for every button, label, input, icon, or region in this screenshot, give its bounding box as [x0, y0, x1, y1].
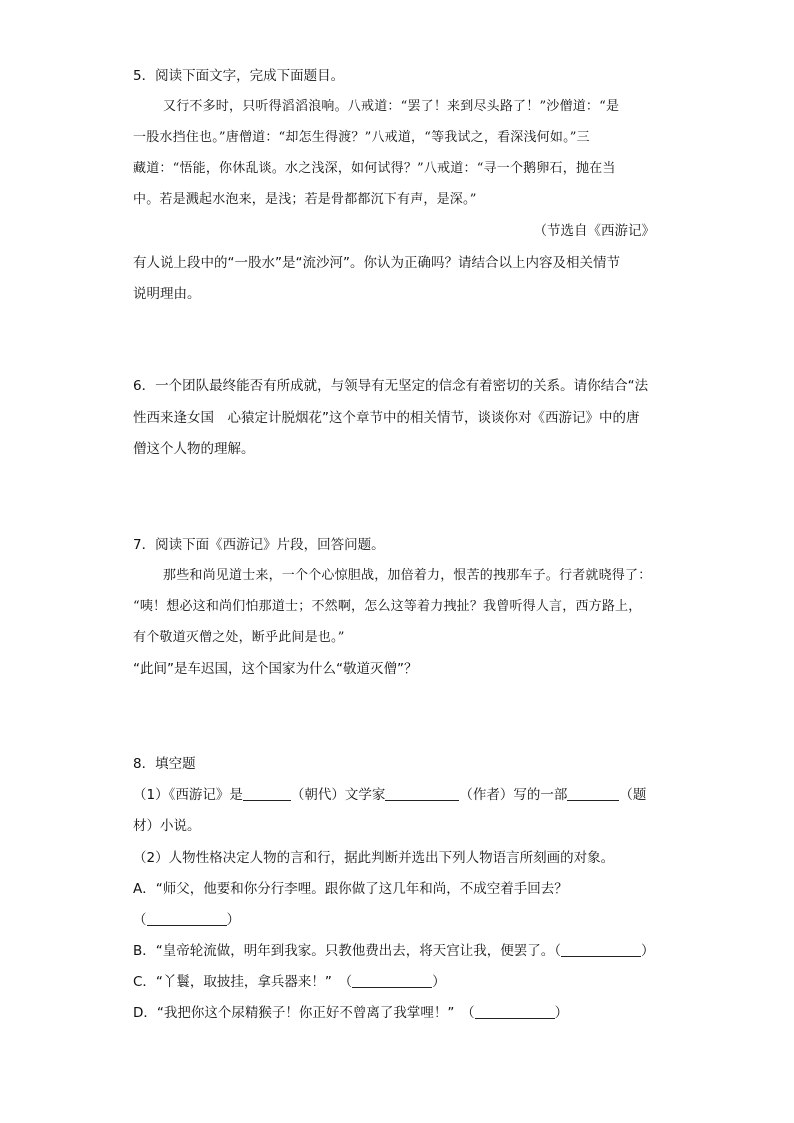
q8-part2-intro: （2）人物性格决定人物的言和行，据此判断并选出下列人物语言所刻画的对象。: [133, 850, 615, 866]
genre-blank[interactable]: [567, 786, 619, 801]
option-b-text: B．“皇帝轮流做，明年到我家。只教他费出去，将天宫让我，便罢了。（: [133, 943, 562, 959]
q8-title: 8．填空题: [133, 756, 196, 772]
q5-prompt: 5．阅读下面文字，完成下面题目。: [133, 68, 345, 84]
q5-question-line-2: 说明理由。: [133, 286, 201, 302]
close-paren: ）: [554, 1005, 569, 1021]
q8-option-a: A．“师父，他要和你分行李哩。跟你做了这几年和尚，不成空着手回去？: [133, 881, 568, 897]
q6-line-3: 僧这个人物的理解。: [133, 441, 255, 457]
q8-part1-line-1: [133, 785, 646, 805]
answer-blank-b[interactable]: [561, 942, 641, 957]
q5-excerpt-line-4: 中。若是溅起水泡来，是浅；若是骨都都沉下有声，是深。”: [133, 192, 477, 207]
q6-line-2: 性西来逢女国 心猿定计脱烟花”这个章节中的相关情节，谈谈你对《西游记》中的唐: [133, 410, 640, 426]
close-paren: ）: [226, 912, 240, 928]
q5-excerpt-line-3: 藏道：“悟能，你休乱谈。水之浅深，如何试得？”八戒道：“寻一个鹅卵石，抛在当: [133, 161, 616, 176]
q8-part1-line-2: 材）小说。: [133, 818, 201, 834]
q5-excerpt-line-1: 又行不多时，只听得滔滔浪响。八戒道：“罢了！来到尽头路了！”沙僧道：“是: [163, 99, 620, 114]
q7-prompt: 7．阅读下面《西游记》片段，回答问题。: [133, 537, 385, 553]
q5-question-line-1: 有人说上段中的“一股水”是“流沙河”。你认为正确吗？请结合以上内容及相关情节: [133, 255, 620, 271]
q6-line-1: 6．一个团队最终能否有所成就，与领导有无坚定的信念有着密切的关系。请你结合“法: [133, 378, 649, 394]
dynasty-blank[interactable]: [243, 786, 291, 801]
q8-option-a-answer: [133, 910, 240, 930]
q8-option-c: [133, 972, 446, 992]
q7-excerpt-line-2: “咦！想必这和尚们怕那道士；不然啊，怎么这等着力拽扯？我曾听得人言，西方路上，: [133, 599, 642, 614]
q7-excerpt-line-1: 那些和尚见道士来，一个个心惊胆战，加倍着力，恨苦的拽那车子。行者就晓得了：: [163, 568, 652, 583]
q5-source: （节选自《西游记》: [533, 223, 655, 239]
answer-blank-d[interactable]: [475, 1004, 555, 1019]
q8-part1-text-2: （朝代）文学家: [290, 787, 386, 803]
q7-question: “此间”是车迟国，这个国家为什么“敬道灭僧”？: [133, 661, 418, 677]
option-d-text: D．“我把你这个尿精猴子！你正好不曾离了我掌哩！” （: [133, 1005, 475, 1021]
q8-part1-text-3: （作者）写的一部: [459, 787, 568, 803]
close-paren: ）: [641, 943, 655, 959]
q8-option-d: [133, 1003, 568, 1023]
q5-excerpt-line-2: 一股水挡住也。”唐僧道：“却怎生得渡？”八戒道，“等我试之，看深浅何如。”三: [133, 130, 590, 145]
answer-blank-a[interactable]: [147, 911, 227, 926]
option-c-text: C．“丫鬟，取披挂，拿兵器来！” （: [133, 974, 353, 990]
author-blank[interactable]: [385, 786, 459, 801]
q8-part1-text-1: （1）《西游记》是: [133, 787, 243, 803]
q7-excerpt-line-3: 有个敬道灭僧之处，断乎此间是也。”: [133, 630, 345, 645]
q8-option-b: [133, 941, 655, 961]
q8-part1-text-4: （题: [619, 787, 647, 803]
close-paren: ）: [432, 974, 446, 990]
open-paren: （: [133, 912, 147, 928]
answer-blank-c[interactable]: [352, 973, 432, 988]
